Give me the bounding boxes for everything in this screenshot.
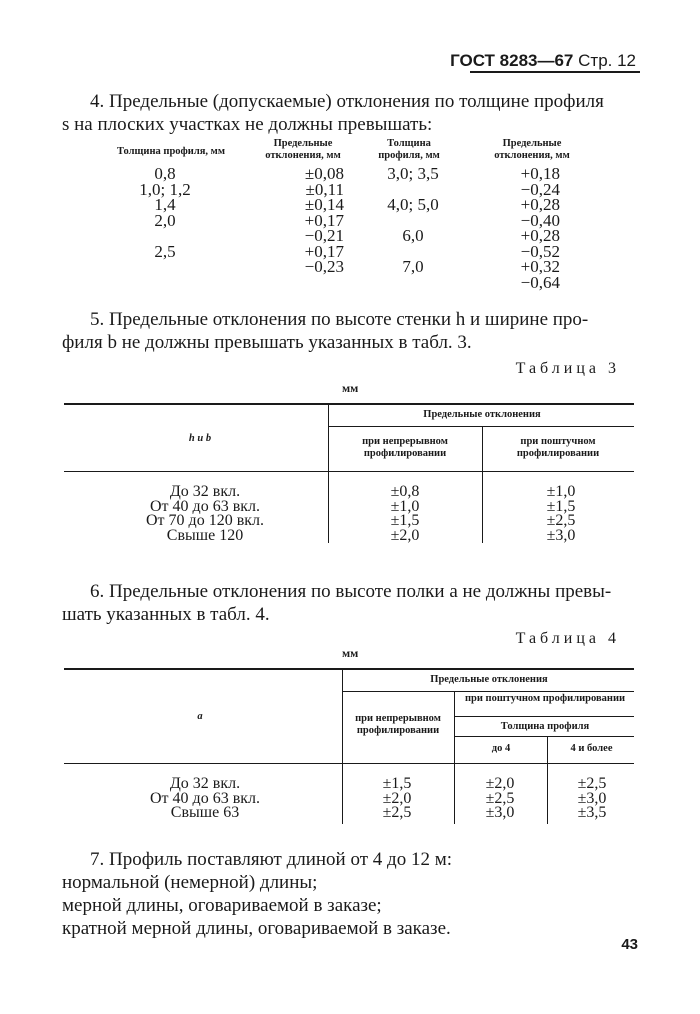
t4-vline-3 xyxy=(547,736,548,824)
t3-subheader-1: при непрерывном профилировании xyxy=(362,436,448,459)
t4-hline-1 xyxy=(342,691,634,692)
t1-header-1: Толщина профиля, мм xyxy=(117,146,225,157)
t4-thick-2: 4 и более xyxy=(570,743,613,754)
t4-group-header: Предельные отклонения xyxy=(430,674,548,685)
t4-subheader-1: при непрерывном профилировании xyxy=(355,713,441,736)
header-rule xyxy=(470,71,640,73)
t1-header-3: Толщина профиля, мм xyxy=(378,138,440,161)
t1-col-1: 0,8 1,0; 1,2 1,4 2,0 2,5 xyxy=(139,164,191,261)
gost-code: ГОСТ 8283—67 xyxy=(450,51,574,70)
t3-group-header: Предельные отклонения xyxy=(423,409,541,420)
t4-col-1: ±1,5 ±2,0 ±2,5 xyxy=(382,775,412,821)
t4-vline-2 xyxy=(454,691,455,824)
table-3-title: Таблица 3 xyxy=(515,360,620,377)
t1-header-4: Предельные отклонения, мм xyxy=(494,138,570,161)
section-4-text: 4. Предельные (допускаемые) отклонения по толщине профиля s на плоских участках не должны превышать: xyxy=(62,91,604,135)
t3-header-rule xyxy=(64,471,634,472)
t1-col-2: ±0,08 ±0,11 ±0,14 +0,17 −0,21 +0,17 −0,23 xyxy=(304,164,344,276)
page-label: Стр. 12 xyxy=(578,51,636,70)
t4-subheader-2: при поштучном профилировании xyxy=(464,693,626,704)
table-3-unit: мм xyxy=(342,381,359,395)
t3-top-rule xyxy=(64,403,634,405)
page-header xyxy=(450,51,636,71)
t3-vline-1 xyxy=(328,403,329,543)
t4-hline-3 xyxy=(454,736,634,737)
t4-top-rule xyxy=(64,668,634,670)
t4-thickness-header: Толщина профиля xyxy=(500,721,590,732)
t3-col-2: ±1,0 ±1,5 ±2,5 ±3,0 xyxy=(546,483,576,544)
t3-row-header: h и b xyxy=(188,433,212,444)
t1-col-3: 3,0; 3,5 4,0; 5,0 6,0 7,0 xyxy=(387,164,439,276)
t4-header-rule xyxy=(64,763,634,764)
t3-subheader-2: при поштучном профилировании xyxy=(516,436,600,459)
table-4-unit: мм xyxy=(342,646,359,660)
t4-col-2: ±2,0 ±2,5 ±3,0 xyxy=(485,775,515,821)
t3-vline-2 xyxy=(482,426,483,543)
t3-rows: До 32 вкл. От 40 до 63 вкл. От 70 до 120 вкл. Свыше 120 xyxy=(146,483,264,544)
t4-thick-1: до 4 xyxy=(491,743,511,754)
t4-col-3: ±2,5 ±3,0 ±3,5 xyxy=(577,775,607,821)
t1-col-4: +0,18 −0,24 +0,28 −0,40 +0,28 −0,52 +0,32 −0,64 xyxy=(520,164,560,292)
table-4-title: Таблица 4 xyxy=(515,630,620,647)
t1-header-2: Предельные отклонения, мм xyxy=(265,138,341,161)
page-number: 43 xyxy=(621,936,638,953)
section-6-text: 6. Предельные отклонения по высоте полки a не должны превы- шать указанных в табл. 4. xyxy=(62,581,612,625)
section-7-text: 7. Профиль поставляют длиной от 4 до 12 м: нормальной (немерной) длины; мерной длины, оговариваемой в заказе; кратной мерной длины, оговариваемой в заказе. xyxy=(62,849,453,939)
t3-col-1: ±0,8 ±1,0 ±1,5 ±2,0 xyxy=(390,483,420,544)
section-5-text: 5. Предельные отклонения по высоте стенки h и ширине про- филя b не должны превышать указанных в табл. 3. xyxy=(62,309,589,353)
t4-row-header: a xyxy=(197,711,203,722)
t4-hline-2 xyxy=(454,716,634,717)
t3-hline-1 xyxy=(328,426,634,427)
t4-rows: До 32 вкл. От 40 до 63 вкл. Свыше 63 xyxy=(150,775,260,821)
